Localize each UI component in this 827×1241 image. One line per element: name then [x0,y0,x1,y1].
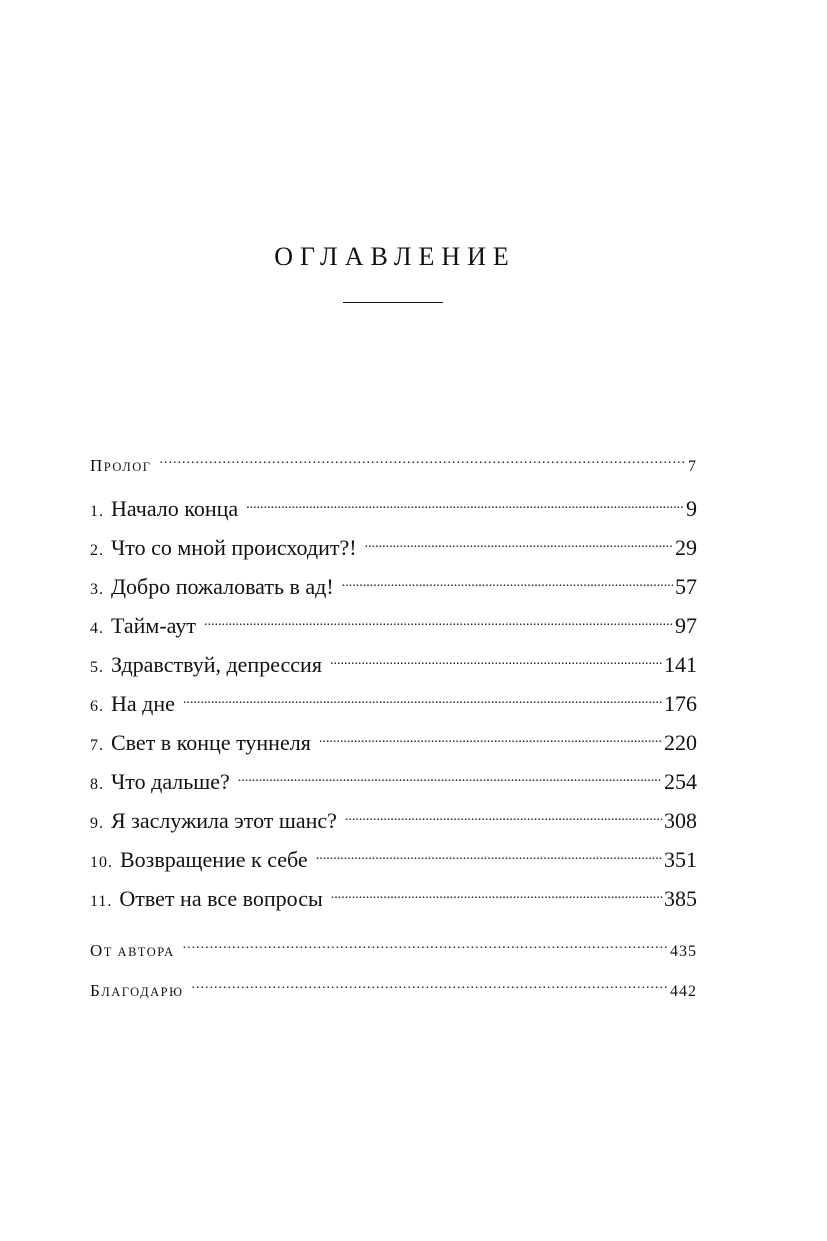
toc-entry-chapter[interactable] [90,689,697,728]
chapter-title: Здравствуй, депрессия [111,652,322,677]
toc-page-number: 308 [664,808,697,833]
table-of-contents [90,450,697,1001]
toc-page-number: 176 [664,691,697,716]
chapter-number: 10. [90,854,113,871]
chapter-number: 8. [90,776,104,793]
toc-entry-chapter[interactable] [90,533,697,572]
dot-leader [246,494,684,516]
toc-entry-chapter[interactable] [90,884,697,923]
chapter-number: 6. [90,698,104,715]
toc-entry-chapter[interactable] [90,845,697,884]
toc-page-number: 254 [664,769,697,794]
chapter-number: 11. [90,893,113,910]
chapter-title: Что со мной происходит?! [111,535,357,560]
toc-entry-chapter[interactable] [90,806,697,845]
toc-page-number: 57 [675,574,697,599]
toc-page-number: 97 [675,613,697,638]
toc-entry-chapter[interactable] [90,494,697,533]
chapter-number: 1. [90,503,104,520]
chapter-title: Добро пожаловать в ад! [111,574,334,599]
dot-leader [238,767,662,789]
toc-page-number: 9 [686,496,697,521]
dot-leader [342,572,673,594]
dot-leader [191,980,668,996]
chapter-title: Что дальше? [111,769,230,794]
chapter-title: Я заслужила этот шанс? [111,808,337,833]
chapter-number: 4. [90,620,104,637]
dot-leader [319,728,662,750]
dot-leader [204,611,673,633]
chapter-number: 5. [90,659,104,676]
chapter-title: Начало конца [111,496,239,521]
toc-page-number: 442 [670,983,697,1000]
dot-leader [331,884,662,906]
chapter-title: Свет в конце туннеля [111,730,311,755]
chapter-number: 7. [90,737,104,754]
dot-leader [365,533,673,555]
dot-leader [160,455,686,471]
dot-leader [183,940,668,956]
toc-entry-chapter[interactable] [90,650,697,689]
toc-page-number: 435 [670,943,697,960]
toc-entry-label: ПРОЛОГ [90,456,152,475]
toc-page-number: 385 [664,886,697,911]
toc-page-number: 141 [664,652,697,677]
dot-leader [345,806,662,828]
toc-entry-chapter[interactable] [90,767,697,806]
page-title: ОГЛАВЛЕНИЕ [274,242,516,271]
title-divider [343,302,443,303]
toc-page-number: 220 [664,730,697,755]
toc-page-number: 7 [688,458,697,475]
toc-entry-label: БЛАГОДАРЮ [90,981,184,1000]
dot-leader [316,845,662,867]
chapter-title: Ответ на все вопросы [119,886,323,911]
chapter-title: Возвращение к себе [120,847,308,872]
toc-entry-from-author[interactable] [90,940,697,980]
toc-page-number: 29 [675,535,697,560]
toc-entry-chapter[interactable] [90,572,697,611]
chapter-number: 9. [90,815,104,832]
toc-entry-prologue[interactable] [90,455,697,480]
toc-page-number: 351 [664,847,697,872]
chapter-number: 3. [90,581,104,598]
toc-entry-chapter[interactable] [90,728,697,767]
chapter-title: На дне [111,691,175,716]
toc-entry-acknowledgements[interactable] [90,980,697,1001]
dot-leader [330,650,662,672]
toc-entry-label: ОТ АВТОРА [90,941,175,960]
chapter-title: Тайм-аут [111,613,196,638]
chapter-number: 2. [90,542,104,559]
dot-leader [183,689,662,711]
toc-entry-chapter[interactable] [90,611,697,650]
